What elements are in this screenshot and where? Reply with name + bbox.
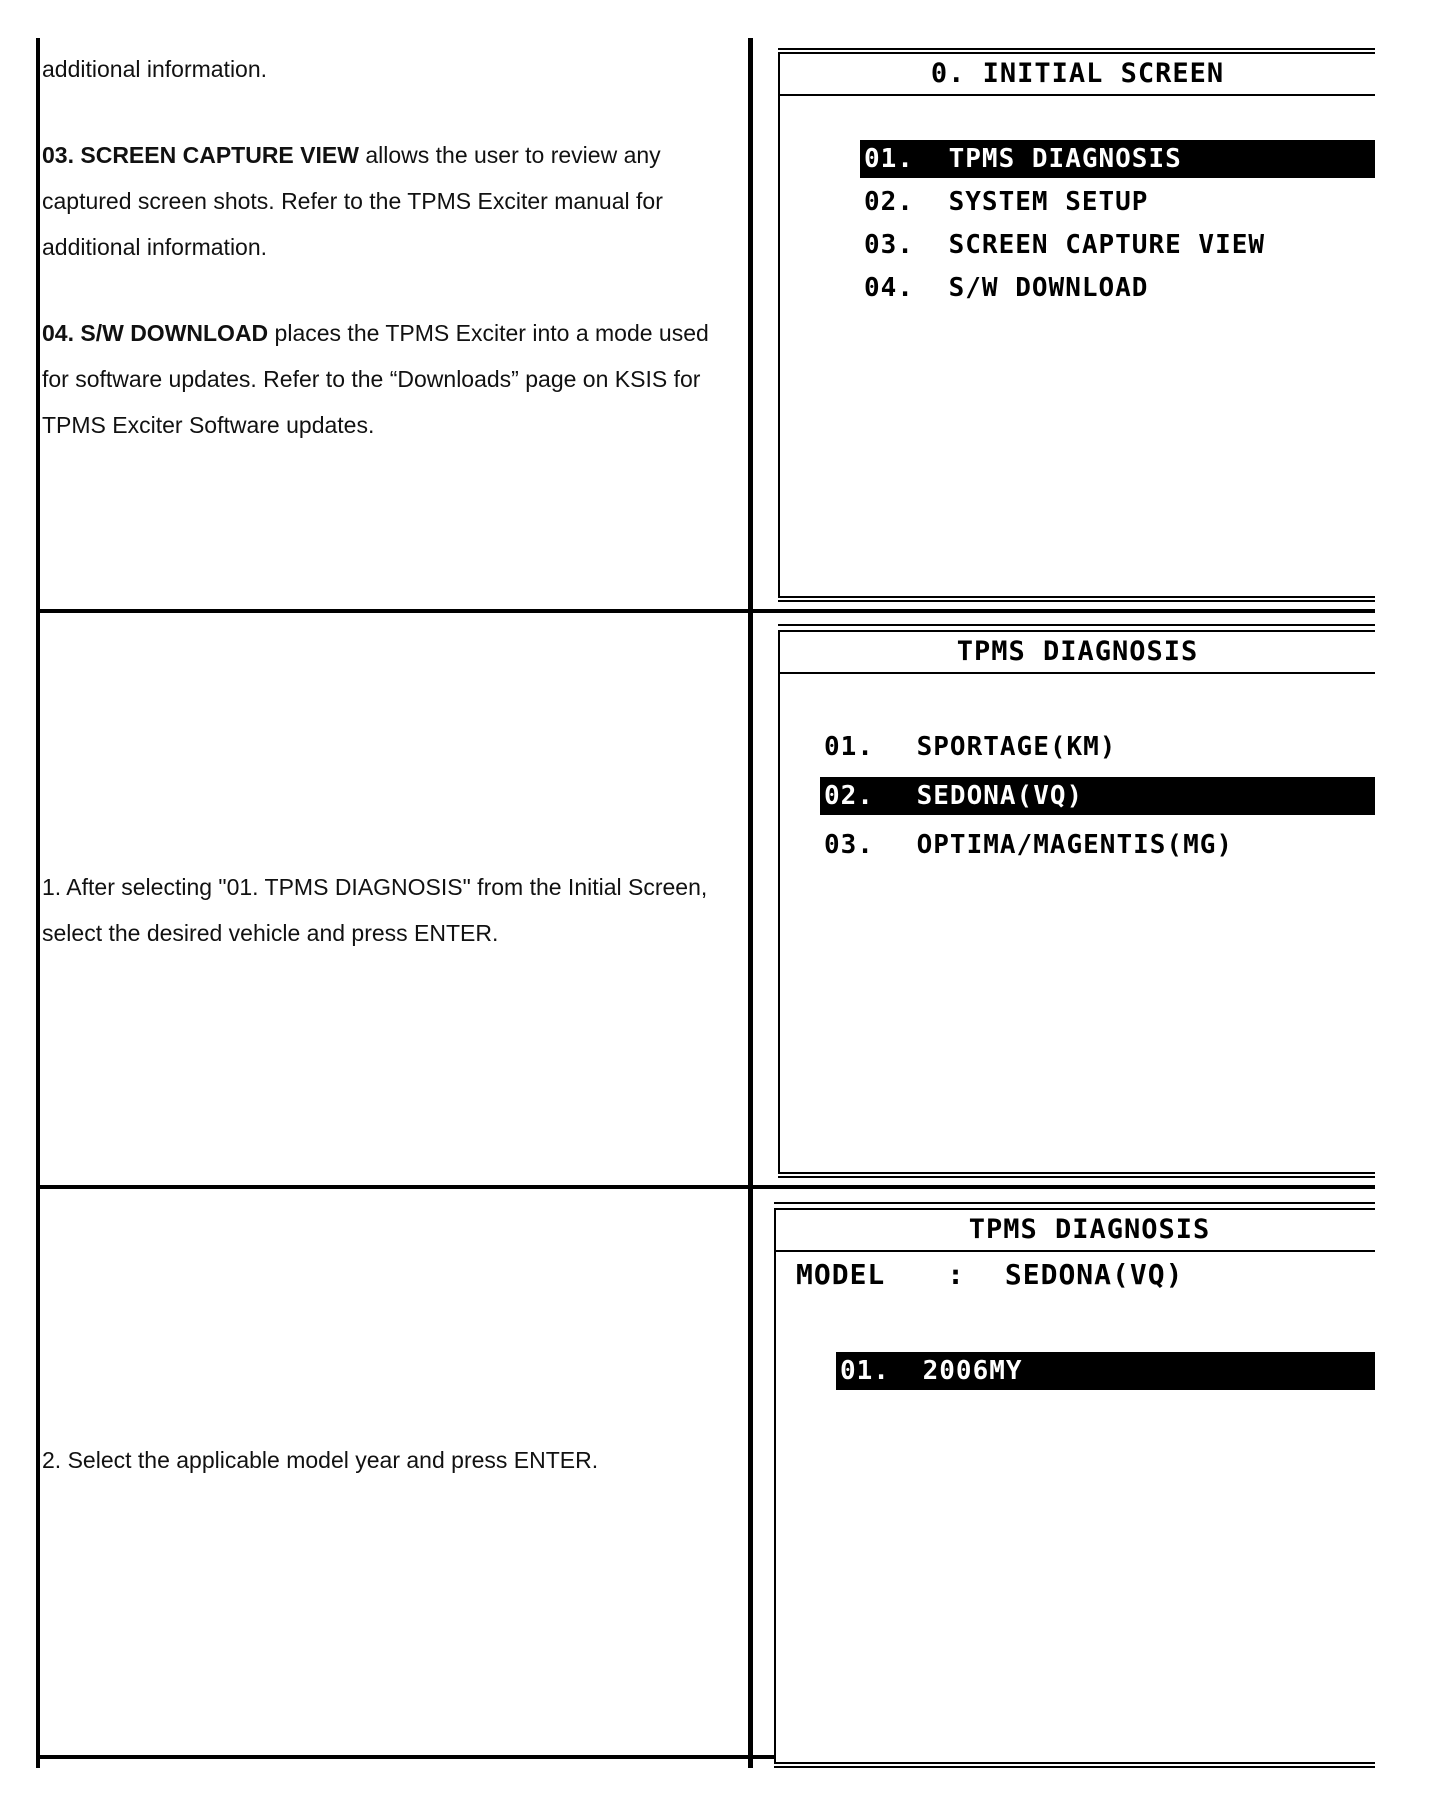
menu-item-number: 02. (864, 187, 914, 217)
menu-item-label: SPORTAGE(KM) (916, 732, 1117, 762)
menu-item-number: 01. (824, 732, 874, 762)
initial-screen-panel (778, 52, 1375, 598)
menu-item-system-setup[interactable] (864, 183, 1148, 221)
screen-top-rule (778, 48, 1375, 50)
item03-body: allows the user to review any captured screen shots. Refer to the TPMS Exciter manual for additional information. (42, 142, 663, 260)
model-label: MODEL (796, 1258, 886, 1291)
model-separator: : (947, 1258, 966, 1291)
menu-item-label: TPMS DIAGNOSIS (948, 144, 1182, 174)
menu-item-number: 04. (864, 273, 914, 303)
menu-item-2006my[interactable] (836, 1352, 1375, 1390)
item04-heading: 04. S/W DOWNLOAD (42, 320, 269, 346)
menu-item-number: 02. (824, 781, 874, 811)
row1-continuation: additional information. (42, 56, 268, 82)
screen-title: TPMS DIAGNOSIS (780, 632, 1375, 674)
item03-paragraph (42, 132, 722, 270)
row1-description (42, 46, 722, 448)
menu-item-optima-magentis[interactable] (824, 826, 1233, 864)
screen-bottom-rule (778, 600, 1375, 602)
screen-bottom-rule (774, 1766, 1375, 1768)
item03-heading: 03. SCREEN CAPTURE VIEW (42, 142, 359, 168)
menu-item-tpms-diagnosis[interactable] (860, 140, 1375, 178)
menu-item-sedona[interactable] (820, 777, 1375, 815)
menu-item-label: OPTIMA/MAGENTIS(MG) (916, 830, 1234, 860)
menu-item-number: 03. (864, 230, 914, 260)
screen-title: TPMS DIAGNOSIS (776, 1210, 1375, 1252)
screen-top-rule (778, 624, 1375, 626)
menu-item-number: 01. (864, 144, 914, 174)
screen-top-rule (774, 1202, 1375, 1204)
menu-item-sw-download[interactable] (864, 269, 1148, 307)
menu-item-number: 03. (824, 830, 874, 860)
row3-instruction: 2. Select the applicable model year and press ENTER. (42, 1447, 599, 1473)
item04-body: places the TPMS Exciter into a mode used for software updates. Refer to the “Downloads” page on KSIS for TPMS Exciter Software updates. (42, 320, 709, 438)
model-year-screen-panel (774, 1208, 1375, 1764)
menu-item-label: SYSTEM SETUP (948, 187, 1149, 217)
menu-item-sportage[interactable] (824, 728, 1116, 766)
model-value: SEDONA(VQ) (1004, 1258, 1184, 1291)
screen-title: 0. INITIAL SCREEN (780, 54, 1375, 96)
row2-instruction: 1. After selecting "01. TPMS DIAGNOSIS" from the Initial Screen, select the desired vehicle and press ENTER. (42, 874, 708, 946)
vehicle-select-screen-panel (778, 630, 1375, 1174)
menu-item-screen-capture-view[interactable] (864, 226, 1265, 264)
center-divider (748, 38, 753, 1768)
row-divider-1 (36, 609, 1375, 613)
menu-item-label: SEDONA(VQ) (916, 781, 1084, 811)
menu-item-label: S/W DOWNLOAD (948, 273, 1149, 303)
menu-item-number: 01. (840, 1356, 890, 1386)
row-divider-2 (36, 1185, 1375, 1189)
menu-item-label: SCREEN CAPTURE VIEW (948, 230, 1266, 260)
screen-bottom-rule (778, 1176, 1375, 1178)
item04-paragraph (42, 310, 722, 448)
model-info-line (796, 1256, 1183, 1294)
left-border (36, 38, 40, 1768)
menu-item-label: 2006MY (922, 1356, 1023, 1386)
